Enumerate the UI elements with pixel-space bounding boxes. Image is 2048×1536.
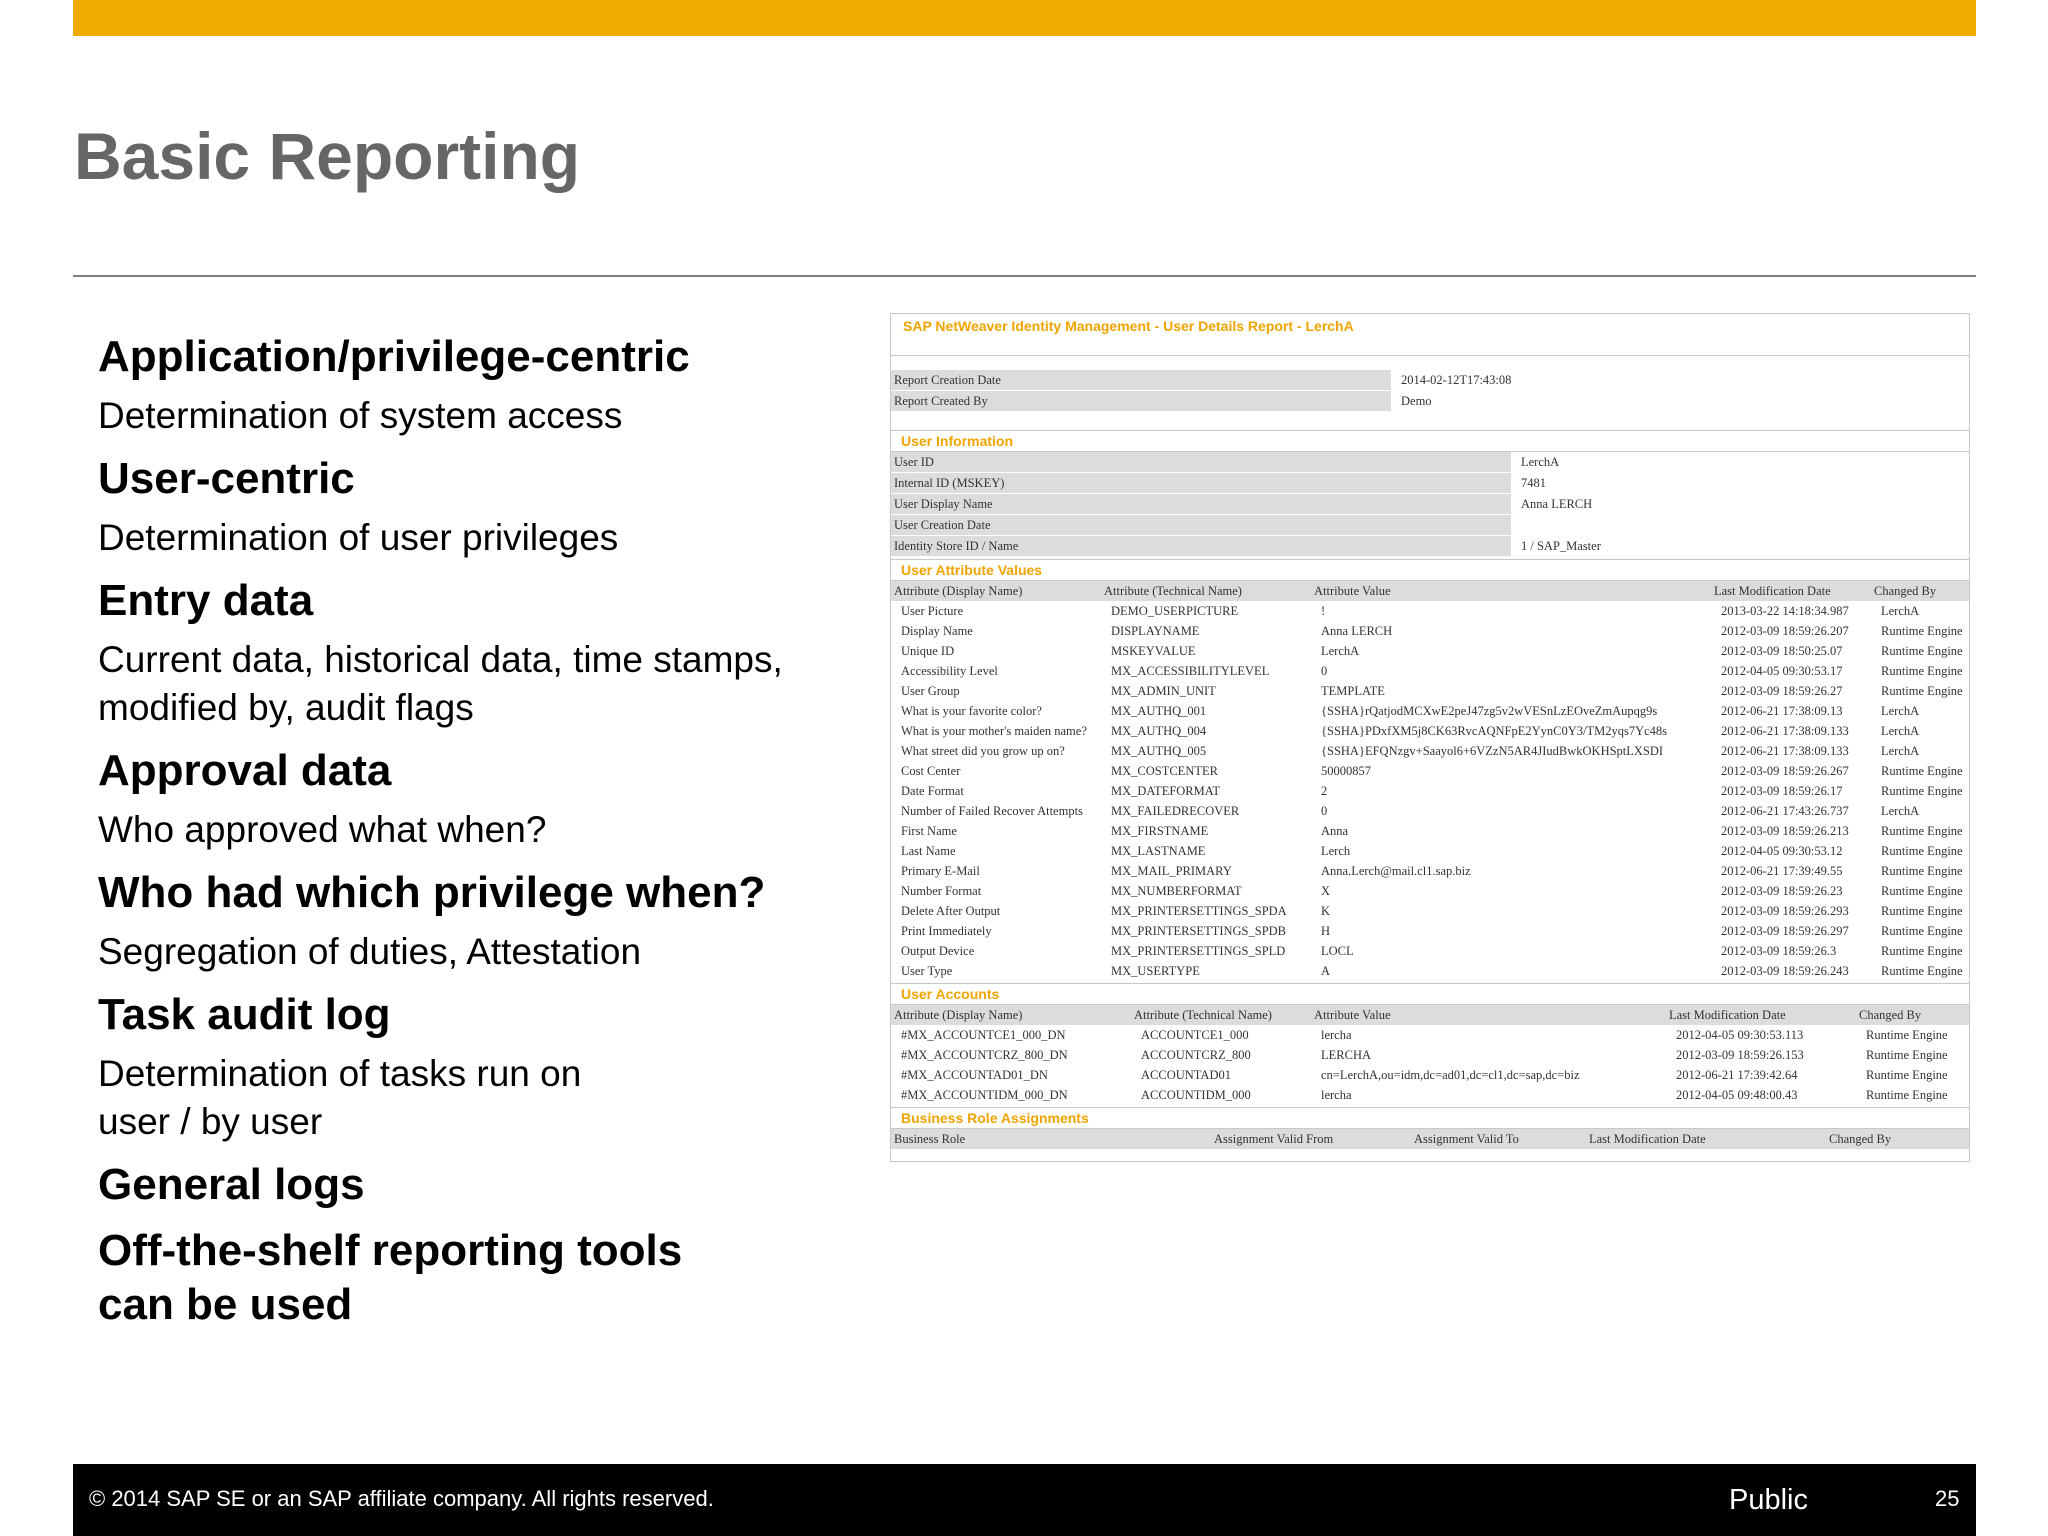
user-details-report-screenshot [890, 313, 1970, 1162]
table-cell: 2012-03-09 18:59:26.3 [1721, 944, 1837, 958]
table-cell: ACCOUNTCRZ_800 [1141, 1048, 1251, 1062]
table-cell: Runtime Engine [1881, 784, 1963, 798]
table-cell: Runtime Engine [1881, 864, 1963, 878]
table-cell: LerchA [1881, 804, 1920, 818]
bullet-sub: Segregation of duties, Attestation [98, 931, 642, 972]
field-value: 2014-02-12T17:43:08 [1401, 373, 1512, 388]
table-cell: Runtime Engine [1881, 964, 1963, 978]
table-cell: LerchA [1881, 704, 1920, 718]
table-cell: What street did you grow up on? [901, 744, 1065, 758]
column-header: Assignment Valid To [1411, 1129, 1586, 1149]
table-cell: 2012-03-09 18:59:26.293 [1721, 904, 1849, 918]
table-cell: Delete After Output [901, 904, 1001, 918]
table-cell: Lerch [1321, 844, 1351, 858]
table-cell: TEMPLATE [1321, 684, 1385, 698]
field-value: Anna LERCH [1521, 497, 1593, 511]
table-cell: MX_AUTHQ_001 [1111, 704, 1207, 718]
report-meta-table [891, 370, 1969, 412]
table-cell: 2012-06-21 17:39:49.55 [1721, 864, 1843, 878]
table-cell: Runtime Engine [1866, 1088, 1948, 1102]
table-row [891, 1085, 1969, 1105]
table-cell: MX_AUTHQ_004 [1111, 724, 1207, 738]
table-cell: 2012-06-21 17:38:09.133 [1721, 744, 1849, 758]
field-label: Report Creation Date [891, 370, 1391, 391]
bullet-heading: Application/privilege-centric [98, 332, 690, 381]
table-cell: Runtime Engine [1881, 624, 1963, 638]
bullet-sub: Current data, historical data, time stamps, modified by, audit flags [98, 639, 783, 728]
copyright-notice: © 2014 SAP SE or an SAP affiliate company. All rights reserved. [89, 1486, 714, 1511]
column-header: Changed By [1826, 1129, 1969, 1149]
table-row [891, 473, 1969, 494]
column-header: Attribute (Technical Name) [1131, 1005, 1311, 1025]
table-cell: Number of Failed Recover Attempts [901, 804, 1083, 818]
page-number: 25 [1935, 1486, 1960, 1511]
table-cell: MX_AUTHQ_005 [1111, 744, 1207, 758]
table-cell: MX_PRINTERSETTINGS_SPDA [1111, 904, 1287, 918]
table-cell: Anna LERCH [1321, 624, 1393, 638]
table-cell: Runtime Engine [1866, 1028, 1948, 1042]
bullet-heading: User-centric [98, 454, 355, 503]
table-row [891, 921, 1969, 941]
user-attribute-values-heading: User Attribute Values [891, 559, 1969, 581]
table-row [891, 515, 1969, 536]
table-cell: Print Immediately [901, 924, 992, 938]
field-value: LerchA [1521, 455, 1560, 470]
bullet-sub: Determination of user privileges [98, 517, 619, 558]
table-cell: Runtime Engine [1881, 844, 1963, 858]
table-row [891, 641, 1969, 661]
table-cell: #MX_ACCOUNTIDM_000_DN [901, 1088, 1068, 1102]
table-row [891, 881, 1969, 901]
bullet-sub: Who approved what when? [98, 809, 547, 850]
table-cell: 2012-03-09 18:59:26.207 [1721, 624, 1849, 638]
table-cell: LOCL [1321, 944, 1354, 958]
table-cell: MX_PRINTERSETTINGS_SPDB [1111, 924, 1287, 938]
table-cell: cn=LerchA,ou=idm,dc=ad01,dc=cl1,dc=sap,dc=biz [1321, 1068, 1580, 1082]
field-label: User Display Name [891, 494, 1511, 515]
table-cell: MX_USERTYPE [1111, 964, 1200, 978]
table-cell: What is your mother's maiden name? [901, 724, 1087, 738]
table-cell: Runtime Engine [1881, 644, 1963, 658]
table-cell: K [1321, 904, 1331, 918]
table-cell: 2 [1321, 784, 1328, 798]
slide-title: Basic Reporting [74, 119, 581, 193]
table-cell: Runtime Engine [1881, 904, 1963, 918]
table-row [891, 701, 1969, 721]
table-cell: Runtime Engine [1881, 684, 1963, 698]
table-cell: #MX_ACCOUNTCRZ_800_DN [901, 1048, 1068, 1062]
title-divider [73, 275, 1976, 277]
field-value: 7481 [1521, 476, 1546, 490]
table-cell: Number Format [901, 884, 982, 898]
table-cell: Runtime Engine [1881, 944, 1963, 958]
table-cell: ACCOUNTCE1_000 [1141, 1028, 1249, 1042]
report-title: SAP NetWeaver Identity Management - User Details Report - LerchA [891, 314, 1969, 356]
table-row [891, 961, 1969, 981]
table-cell: Output Device [901, 944, 975, 958]
bullet-list [98, 330, 858, 1332]
field-label: Internal ID (MSKEY) [891, 473, 1511, 494]
column-header: Attribute (Display Name) [891, 581, 1101, 601]
bullet-heading: Task audit log [98, 990, 391, 1039]
field-value [1511, 515, 1969, 536]
table-row [891, 861, 1969, 881]
table-row [891, 1065, 1969, 1085]
table-cell: MX_LASTNAME [1111, 844, 1206, 858]
table-cell: 50000857 [1321, 764, 1371, 778]
table-cell: 2012-06-21 17:38:09.133 [1721, 724, 1849, 738]
column-header: Attribute (Display Name) [891, 1005, 1131, 1025]
table-row [891, 841, 1969, 861]
table-cell: 2012-03-09 18:59:26.267 [1721, 764, 1849, 778]
table-cell: ACCOUNTIDM_000 [1141, 1088, 1251, 1102]
table-cell: LerchA [1881, 744, 1920, 758]
table-cell: #MX_ACCOUNTCE1_000_DN [901, 1028, 1066, 1042]
table-cell: User Group [901, 684, 960, 698]
bullet-heading: General logs [98, 1160, 365, 1209]
table-cell: #MX_ACCOUNTAD01_DN [901, 1068, 1048, 1082]
table-row [891, 1045, 1969, 1065]
table-cell: LerchA [1881, 604, 1920, 618]
table-cell: MX_NUMBERFORMAT [1111, 884, 1242, 898]
table-cell: 2012-03-09 18:59:26.17 [1721, 784, 1843, 798]
table-cell: {SSHA}rQatjodMCXwE2peJ47zg5v2wVESnLzEOveZmAupqg9s [1321, 704, 1658, 718]
column-header: Business Role [891, 1129, 1211, 1149]
field-label: User Creation Date [891, 515, 1511, 536]
table-cell: User Type [901, 964, 953, 978]
table-cell: H [1321, 924, 1331, 938]
table-cell: lercha [1321, 1028, 1352, 1042]
table-cell: Runtime Engine [1881, 924, 1963, 938]
table-cell: ACCOUNTAD01 [1141, 1068, 1231, 1082]
table-cell: 2012-06-21 17:43:26.737 [1721, 804, 1849, 818]
table-cell: Accessibility Level [901, 664, 998, 678]
table-cell: MX_ACCESSIBILITYLEVEL [1111, 664, 1270, 678]
table-cell: {SSHA}EFQNzgv+Saayol6+6VZzN5AR4JIudBwkOKHSptLXSDI [1321, 744, 1664, 758]
table-cell: ! [1321, 604, 1326, 618]
table-cell: MSKEYVALUE [1111, 644, 1196, 658]
bullet-heading: Entry data [98, 576, 314, 625]
table-cell: lercha [1321, 1088, 1352, 1102]
table-cell: MX_DATEFORMAT [1111, 784, 1221, 798]
table-cell: Anna.Lerch@mail.cl1.sap.biz [1321, 864, 1471, 878]
user-accounts-heading: User Accounts [891, 983, 1969, 1005]
table-cell: MX_MAIL_PRIMARY [1111, 864, 1232, 878]
business-role-assignments-table [891, 1129, 1969, 1149]
table-cell: 2012-04-05 09:30:53.17 [1721, 664, 1843, 678]
bullet-sub: Determination of system access [98, 395, 623, 436]
table-cell: {SSHA}PDxfXM5j8CK63RvcAQNFpE2YynC0Y3/TM2yqs7Yc48s [1321, 724, 1668, 738]
table-cell: Runtime Engine [1866, 1068, 1948, 1082]
table-cell: Runtime Engine [1881, 664, 1963, 678]
column-header: Attribute (Technical Name) [1101, 581, 1311, 601]
table-cell: DISPLAYNAME [1111, 624, 1200, 638]
table-row [891, 801, 1969, 821]
table-cell: User Picture [901, 604, 964, 618]
table-cell: Anna [1321, 824, 1349, 838]
user-accounts-table [891, 1005, 1969, 1105]
table-row [891, 391, 1969, 412]
column-header: Changed By [1871, 581, 1969, 601]
table-cell: 0 [1321, 664, 1328, 678]
table-cell: Display Name [901, 624, 973, 638]
table-cell: X [1321, 884, 1331, 898]
field-label: User ID [891, 452, 1511, 473]
table-cell: LerchA [1881, 724, 1920, 738]
user-attribute-values-table [891, 581, 1969, 981]
table-cell: Runtime Engine [1881, 884, 1963, 898]
table-row [891, 901, 1969, 921]
table-cell: 2012-03-09 18:59:26.213 [1721, 824, 1849, 838]
table-row [891, 661, 1969, 681]
accent-bar [73, 0, 1976, 36]
table-cell: MX_COSTCENTER [1111, 764, 1218, 778]
table-cell: Cost Center [901, 764, 961, 778]
field-label: Identity Store ID / Name [891, 536, 1511, 557]
table-row [891, 536, 1969, 557]
column-header: Changed By [1856, 1005, 1969, 1025]
table-cell: MX_PRINTERSETTINGS_SPLD [1111, 944, 1286, 958]
column-header: Last Modification Date [1666, 1005, 1856, 1025]
table-cell: MX_FIRSTNAME [1111, 824, 1209, 838]
table-cell: 2012-03-09 18:59:26.153 [1676, 1048, 1804, 1062]
table-row [891, 1025, 1969, 1045]
column-header: Attribute Value [1311, 1005, 1666, 1025]
column-header: Attribute Value [1311, 581, 1711, 601]
table-row [891, 821, 1969, 841]
table-cell: Unique ID [901, 644, 955, 658]
bullet-heading: Off-the-shelf reporting tools can be used [98, 1226, 683, 1329]
business-role-assignments-heading: Business Role Assignments [891, 1107, 1969, 1129]
table-cell: 2012-04-05 09:48:00.43 [1676, 1088, 1798, 1102]
table-cell: 2012-06-21 17:38:09.13 [1721, 704, 1843, 718]
table-cell: Date Format [901, 784, 964, 798]
table-cell: 2013-03-22 14:18:34.987 [1721, 604, 1849, 618]
table-cell: First Name [901, 824, 957, 838]
table-row [891, 601, 1969, 621]
table-row [891, 741, 1969, 761]
table-cell: MX_FAILEDRECOVER [1111, 804, 1240, 818]
table-cell: Primary E-Mail [901, 864, 980, 878]
field-value: 1 / SAP_Master [1521, 539, 1601, 553]
column-header: Assignment Valid From [1211, 1129, 1411, 1149]
table-cell: Runtime Engine [1866, 1048, 1948, 1062]
user-information-table [891, 452, 1969, 557]
table-cell: LerchA [1321, 644, 1360, 658]
table-cell: 0 [1321, 804, 1328, 818]
table-cell: Runtime Engine [1881, 764, 1963, 778]
table-row [891, 681, 1969, 701]
table-cell: 2012-03-09 18:59:26.27 [1721, 684, 1843, 698]
table-row [891, 721, 1969, 741]
column-header: Last Modification Date [1711, 581, 1871, 601]
table-cell: What is your favorite color? [901, 704, 1042, 718]
field-value: Demo [1401, 394, 1432, 408]
bullet-sub: Determination of tasks run on user / by user [98, 1053, 582, 1142]
table-row [891, 494, 1969, 515]
table-cell: DEMO_USERPICTURE [1111, 604, 1239, 618]
table-cell: 2012-04-05 09:30:53.113 [1676, 1028, 1804, 1042]
table-cell: 2012-03-09 18:50:25.07 [1721, 644, 1843, 658]
table-cell: 2012-03-09 18:59:26.23 [1721, 884, 1843, 898]
table-row [891, 781, 1969, 801]
table-row [891, 621, 1969, 641]
footer-bar [73, 1464, 1976, 1536]
column-header: Last Modification Date [1586, 1129, 1826, 1149]
table-row [891, 452, 1969, 473]
user-information-heading: User Information [891, 430, 1969, 452]
table-cell: 2012-03-09 18:59:26.297 [1721, 924, 1849, 938]
table-row [891, 761, 1969, 781]
classification-label: Public [1729, 1484, 1808, 1516]
table-cell: Last Name [901, 844, 956, 858]
table-row [891, 941, 1969, 961]
table-row [891, 370, 1969, 391]
table-cell: LERCHA [1321, 1048, 1371, 1062]
field-label: Report Created By [891, 391, 1391, 412]
table-cell: 2012-04-05 09:30:53.12 [1721, 844, 1843, 858]
bullet-heading: Approval data [98, 746, 392, 795]
bullet-heading: Who had which privilege when? [98, 868, 766, 917]
table-cell: MX_ADMIN_UNIT [1111, 684, 1216, 698]
table-cell: A [1321, 964, 1331, 978]
table-cell: Runtime Engine [1881, 824, 1963, 838]
table-cell: 2012-03-09 18:59:26.243 [1721, 964, 1849, 978]
table-cell: 2012-06-21 17:39:42.64 [1676, 1068, 1798, 1082]
